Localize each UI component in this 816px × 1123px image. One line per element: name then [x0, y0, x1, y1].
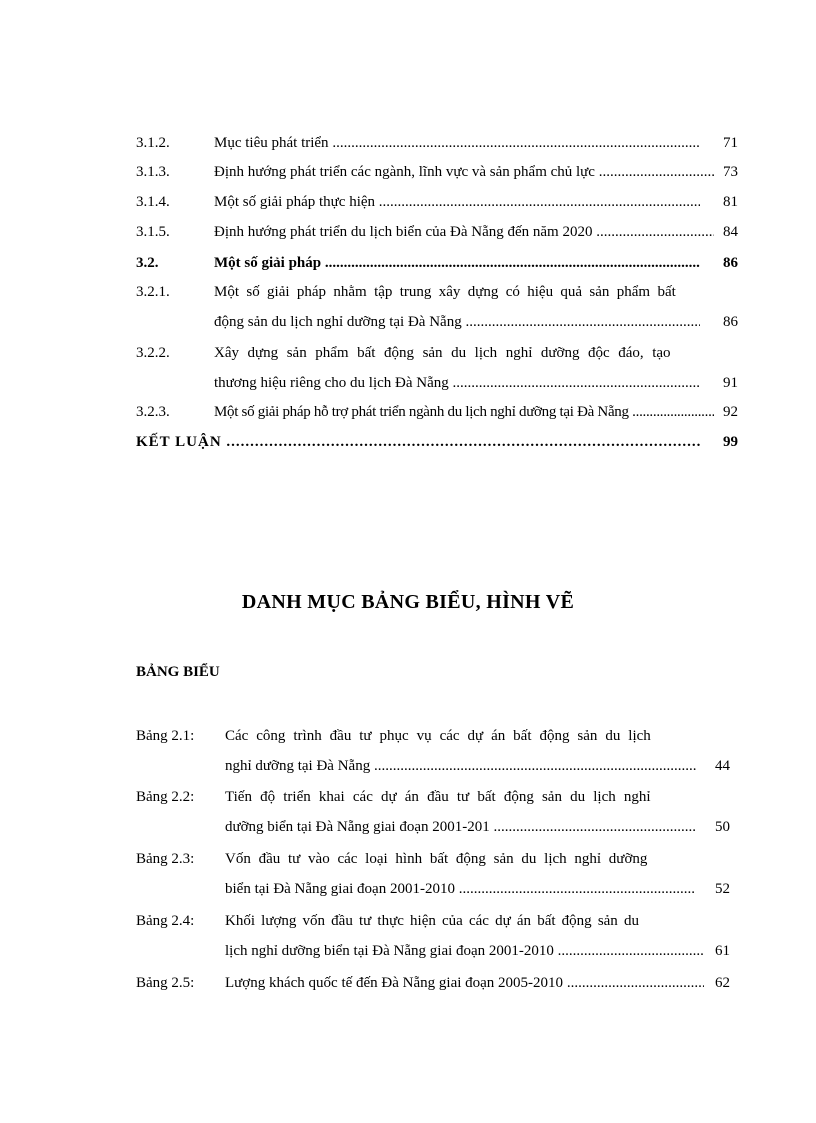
- table-page: 52: [715, 881, 730, 897]
- toc-title: Mục tiêu phát triển .....: [214, 133, 700, 153]
- table-title-line: Tiến độ triển khai các dự án đầu tư bất động sản du lịch nghỉ: [225, 789, 651, 805]
- table-title: dưỡng biển tại Đà Nẵng giai đoạn 2001-201 .....: [225, 817, 696, 837]
- table-entry: [136, 973, 730, 993]
- toc-entry: [136, 133, 738, 153]
- toc-title: Một số giải pháp hỗ trợ phát triển ngành du lịch nghỉ dưỡng tại Đà Nẵng .....: [214, 402, 714, 422]
- toc-number: 3.1.4.: [136, 194, 170, 210]
- toc-title: thương hiệu riêng cho du lịch Đà Nẵng .....: [214, 373, 700, 393]
- table-title: lịch nghỉ dưỡng biển tại Đà Nẵng giai đoạn 2001-2010 .....: [225, 941, 704, 961]
- table-label: Bảng 2.4:: [136, 913, 195, 929]
- table-page: 50: [715, 819, 730, 835]
- toc-page: 81: [723, 194, 738, 210]
- toc-entry: [136, 343, 738, 393]
- list-heading: DANH MỤC BẢNG BIỂU, HÌNH VẼ: [241, 591, 575, 613]
- table-entry: [136, 726, 730, 776]
- table-page: 62: [715, 975, 730, 991]
- toc-number: 3.1.5.: [136, 224, 170, 240]
- toc-page: 71: [723, 135, 738, 151]
- toc-page: 99: [723, 434, 738, 450]
- table-label: Bảng 2.2:: [136, 789, 195, 805]
- toc-number: 3.2.1.: [136, 284, 170, 300]
- toc-number: 3.2.2.: [136, 345, 170, 361]
- table-label: Bảng 2.1:: [136, 728, 195, 744]
- table-label: Bảng 2.5:: [136, 975, 195, 991]
- toc-entry: [136, 253, 738, 273]
- section-heading: BẢNG BIỂU: [136, 664, 220, 680]
- table-label: Bảng 2.3:: [136, 851, 195, 867]
- table-title: biển tại Đà Nẵng giai đoạn 2001-2010 .....: [225, 879, 696, 899]
- table-title-line: Khối lượng vốn đầu tư thực hiện của các dự án bất động sản du: [225, 913, 639, 929]
- toc-entry: [136, 432, 738, 452]
- table-title-line: Vốn đầu tư vào các loại hình bất động sản du lịch nghỉ dưỡng: [225, 851, 648, 867]
- toc-title: Một số giải pháp .....: [214, 253, 700, 273]
- table-title: Lượng khách quốc tế đến Đà Nẵng giai đoạn 2005-2010 .....: [225, 973, 704, 993]
- toc-conclusion: KẾT LUẬN .....: [136, 432, 702, 452]
- toc-entry: [136, 162, 738, 182]
- toc-entry: [136, 192, 738, 212]
- toc-page: 86: [723, 255, 738, 271]
- toc-page: 84: [723, 224, 738, 240]
- toc-title: Định hướng phát triển du lịch biển của Đà Nẵng đến năm 2020 .....: [214, 222, 714, 242]
- table-title: nghỉ dưỡng tại Đà Nẵng .....: [225, 756, 696, 776]
- toc-number: 3.2.3.: [136, 404, 170, 420]
- table-page: 61: [715, 943, 730, 959]
- toc-title: Định hướng phát triển các ngành, lĩnh vực và sản phẩm chủ lực .....: [214, 162, 714, 182]
- table-entry: [136, 849, 730, 899]
- toc-page: 86: [723, 314, 738, 330]
- table-entry: [136, 787, 730, 837]
- toc-entry: [136, 222, 738, 242]
- toc-title: Một số giải pháp thực hiện .....: [214, 192, 700, 212]
- toc-entry: [136, 282, 738, 332]
- toc-entry: [136, 402, 738, 422]
- table-title-line: Các công trình đầu tư phục vụ các dự án bất động sản du lịch: [225, 728, 651, 744]
- toc-title-line: Xây dựng sản phẩm bất động sản du lịch nghỉ dưỡng độc đáo, tạo: [214, 345, 671, 361]
- toc-page: 73: [723, 164, 738, 180]
- table-entry: [136, 911, 730, 961]
- toc-page: 92: [723, 404, 738, 420]
- toc-title-line: Một số giải pháp nhằm tập trung xây dựng có hiệu quả sản phẩm bất: [214, 284, 676, 300]
- toc-number: 3.1.2.: [136, 135, 170, 151]
- toc-title: động sản du lịch nghỉ dưỡng tại Đà Nẵng .....: [214, 312, 700, 332]
- toc-page: 91: [723, 375, 738, 391]
- toc-number: 3.2.: [136, 255, 159, 271]
- table-page: 44: [715, 758, 730, 774]
- toc-number: 3.1.3.: [136, 164, 170, 180]
